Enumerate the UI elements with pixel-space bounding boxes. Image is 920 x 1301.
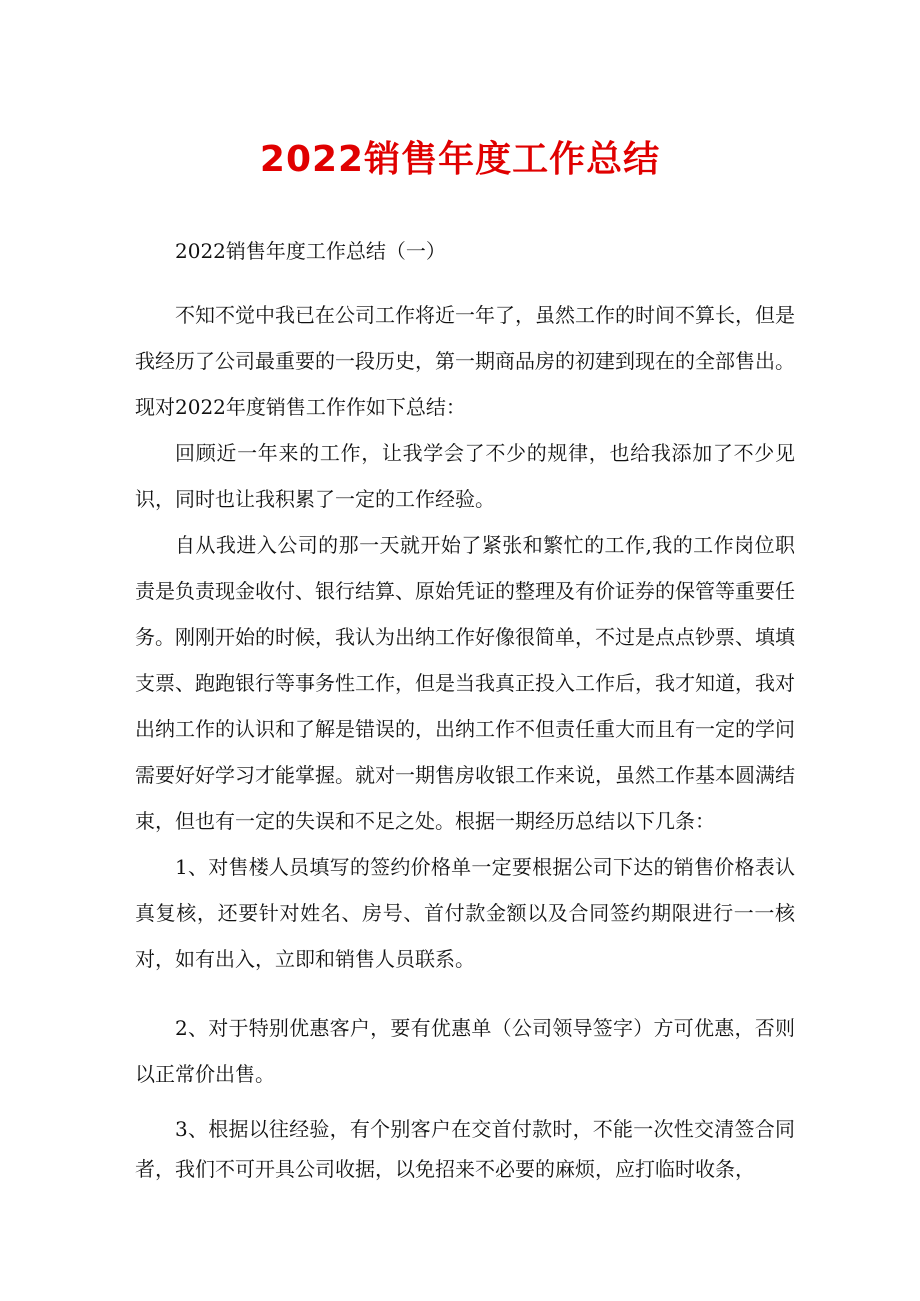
section-subtitle: 2022销售年度工作总结（一） xyxy=(175,239,446,263)
paragraph-point-2: 2、对于特别优惠客户，要有优惠单（公司领导签字）方可优惠，否则以正常价出售。 xyxy=(135,1016,795,1086)
document-title: 2022销售年度工作总结 xyxy=(259,139,661,180)
paragraph-point-3: 3、根据以往经验，有个别客户在交首付款时，不能一次性交清签合同者，我们不可开具公司收据，以免招来不必要的麻烦，应打临时收条， xyxy=(135,1117,795,1181)
paragraph-review: 回顾近一年来的工作，让我学会了不少的规律，也给我添加了不少见识，同时也让我积累了一定的工作经验。 xyxy=(135,441,795,511)
paragraph-duties: 自从我进入公司的那一天就开始了紧张和繁忙的工作,我的工作岗位职责是负责现金收付、银行结算、原始凭证的整理及有价证券的保管等重要任务。刚刚开始的时候，我认为出纳工作好像很简单，不过是点点钞票、填填支票、跑跑银行等事务性工作，但是当我真正投入工作后，我才知道，我对出纳工作的认识和了解是错误的，出纳工作不但责任重大而且有一定的学问需要好好学习才能掌握。就对一期售房收银工作来说，虽然工作基本圆满结束，但也有一定的失误和不足之处。根据一期经历总结以下几条： xyxy=(135,533,795,833)
paragraph-intro: 不知不觉中我已在公司工作将近一年了，虽然工作的时间不算长，但是我经历了公司最重要的一段历史，第一期商品房的初建到现在的全部售出。现对2022年度销售工作作如下总结： xyxy=(135,303,795,419)
paragraph-point-1: 1、对售楼人员填写的签约价格单一定要根据公司下达的销售价格表认真复核，还要针对姓名、房号、首付款金额以及合同签约期限进行一一核对，如有出入，立即和销售人员联系。 xyxy=(135,855,795,971)
